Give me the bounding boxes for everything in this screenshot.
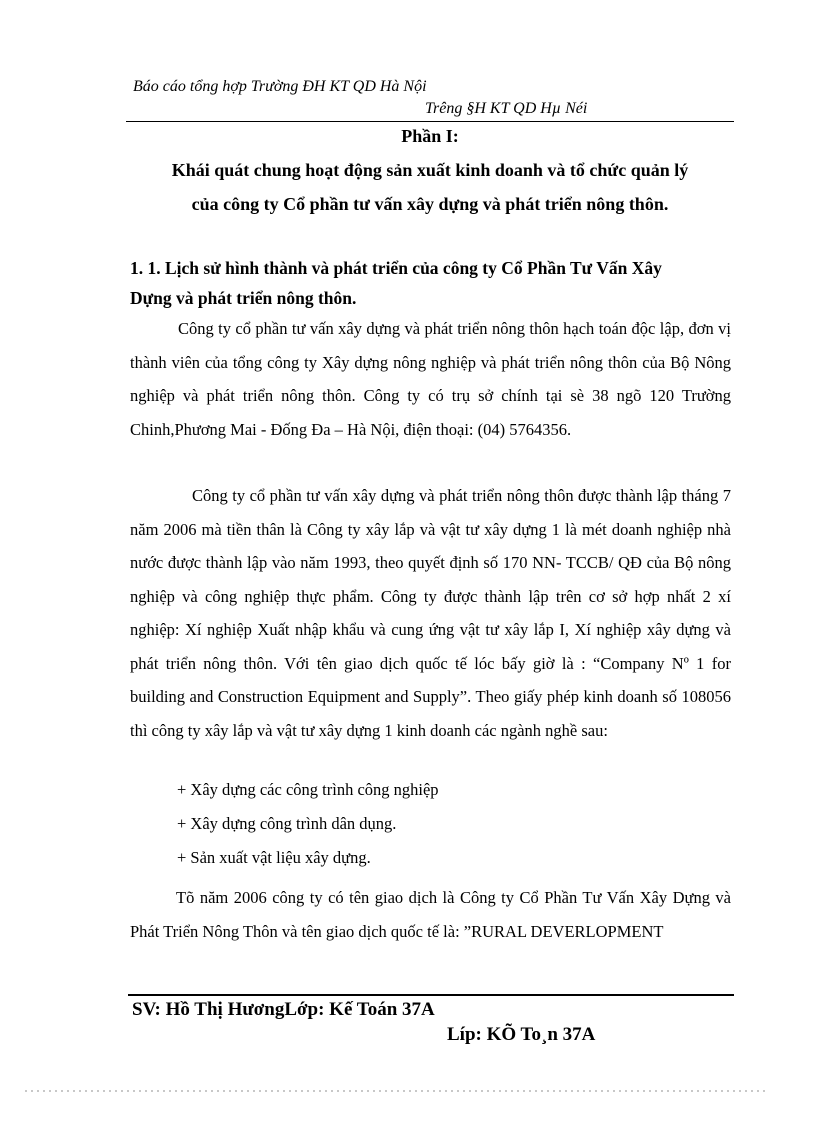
footer-rule bbox=[128, 994, 734, 996]
report-header-garbled: Trêng §H KT QD Hµ Néi bbox=[425, 100, 588, 117]
header-rule bbox=[126, 121, 734, 122]
paragraph-company-intro: Công ty cổ phần tư vấn xây dựng và phát triển nông thôn hạch toán độc lập, đơn vị thành viên của tổng công ty Xây dựng nông nghiệp và phát triển nông thôn của Bộ Nông nghiệp và phát triển nông thôn. Công ty có trụ sở chính tại sè 38 ngõ 120 Trường Chinh,Phương Mai - Đống Đa – Hà Nội, điện thoại: (04) 5764356. bbox=[130, 319, 731, 439]
subsection-heading-line2: Dựng và phát triển nông thôn. bbox=[130, 288, 357, 308]
paragraph-trade-name: Tõ năm 2006 công ty có tên giao dịch là Công ty Cổ Phần Tư Vấn Xây Dựng và Phát Triển Nông Thôn và tên giao dịch quốc tế là: ”RURAL DEVERLOPMENT bbox=[130, 888, 731, 941]
page-bottom-dotted-rule bbox=[25, 1090, 765, 1092]
footer-class-garbled: Líp: KÕ To¸n 37A bbox=[447, 1024, 596, 1045]
business-line-item: + Sản xuất vật liệu xây dựng. bbox=[177, 848, 371, 867]
footer-student-class: SV: Hồ Thị HươngLớp: Kế Toán 37A bbox=[132, 999, 435, 1020]
business-line-item: + Xây dựng các công trình công nghiệp bbox=[177, 780, 439, 799]
section-title-line1: Khái quát chung hoạt động sản xuất kinh doanh và tổ chức quản lý bbox=[171, 160, 689, 180]
subsection-heading-line1: 1. 1. Lịch sử hình thành và phát triển của công ty Cổ Phần Tư Vấn Xây bbox=[130, 258, 662, 278]
business-line-item: + Xây dựng công trình dân dụng. bbox=[177, 814, 397, 833]
part-label: Phần I: bbox=[401, 126, 459, 146]
report-header: Báo cáo tổng hợp Trường ĐH KT QD Hà Nội bbox=[133, 78, 427, 95]
section-title-line2: của công ty Cổ phần tư vấn xây dựng và phát triển nông thôn. bbox=[191, 194, 669, 214]
paragraph-company-history: Công ty cổ phần tư vấn xây dựng và phát triển nông thôn được thành lập tháng 7 năm 2006 mà tiền thân là Công ty xây lắp và vật tư xây dựng 1 là mét doanh nghiệp nhà nước được thành lập vào năm 1993, theo quyết định số 170 NN- TCCB/ QĐ của Bộ nông nghiệp và công nghiệp thực phẩm. Công ty được thành lập trên cơ sở hợp nhất 2 xí nghiệp: Xí nghiệp Xuất nhập khẩu và cung ứng vật tư xây lắp I, Xí nghiệp xây dựng và phát triển nông thôn. Với tên giao dịch quốc tế lóc bấy giờ là : “Company Nº 1 for building and Construction Equipment and Supply”. Theo giấy phép kinh doanh số 108056 thì công ty xây lắp và vật tư xây dựng 1 kinh doanh các ngành nghề sau: bbox=[130, 486, 731, 740]
